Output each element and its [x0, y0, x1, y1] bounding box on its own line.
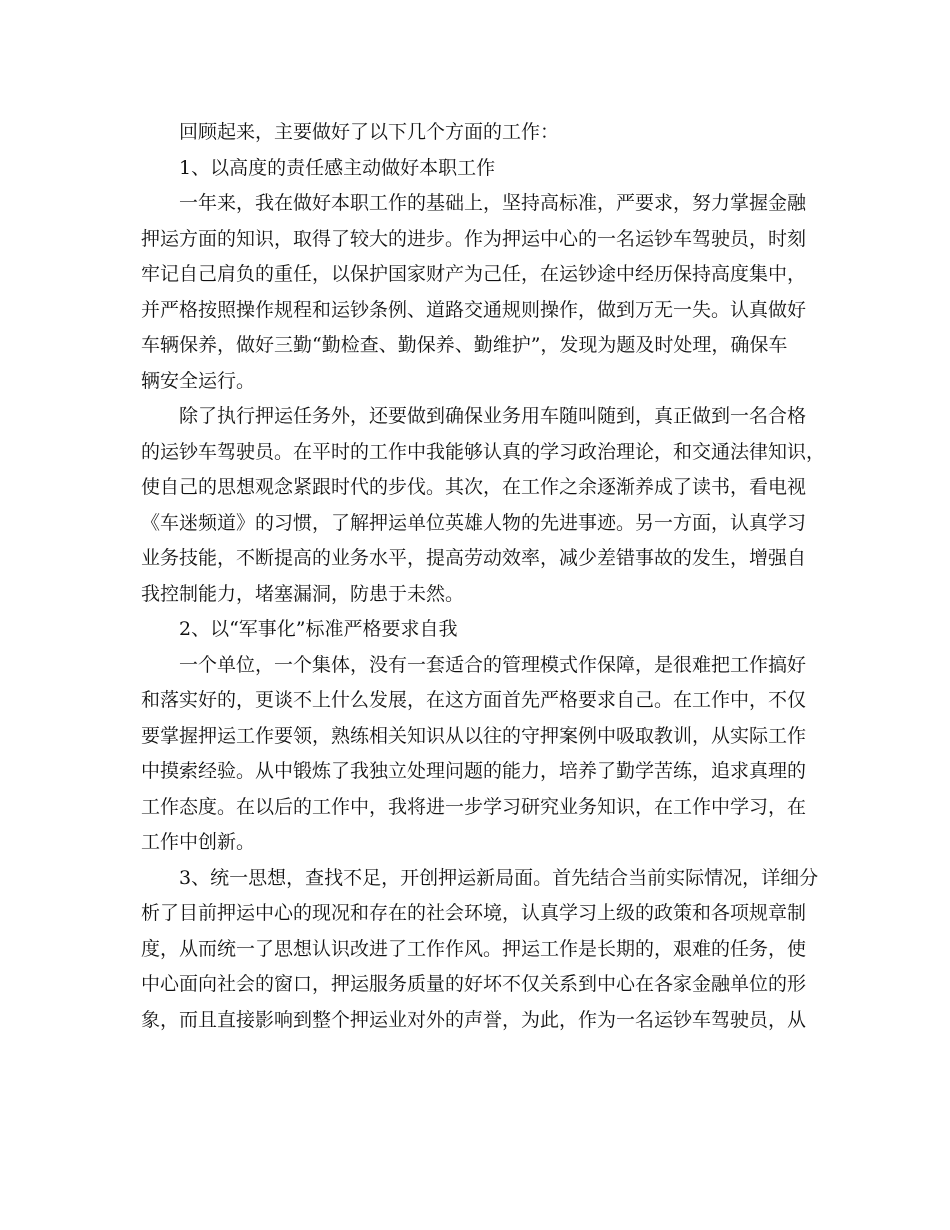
paragraph [141, 151, 801, 187]
paragraph-line: 中摸索经验。从中锻炼了我独立处理问题的能力，培养了勤学苦练，追求真理的 [141, 760, 807, 782]
paragraph [141, 186, 807, 399]
paragraph-line: 并严格按照操作规程和运钞条例、道路交通规则操作，做到万无一失。认真做好 [141, 298, 807, 321]
document-body [141, 115, 826, 1038]
paragraph-line: 业务技能，不断提高的业务水平，提高劳动效率，减少差错事故的发生，增强自 [141, 547, 807, 569]
paragraph-line: 牢记自己肩负的重任，以保护国家财产为己任，在运钞途中经历保持高度集中， [141, 263, 807, 285]
paragraph-line: 3、统一思想，查找不足，开创押运新局面。首先结合当前实际情况，详细分 [179, 866, 819, 889]
paragraph-line: 一个单位，一个集体，没有一套适合的管理模式作保障，是很难把工作搞好 [179, 653, 807, 676]
paragraph-line: 度，从而统一了思想认识改进了工作作风。押运工作是长期的，艰难的任务，使 [141, 937, 807, 960]
paragraph-line: 工作中创新。 [141, 831, 256, 853]
paragraph-line: 押运方面的知识，取得了较大的进步。作为押运中心的一名运钞车驾驶员，时刻 [141, 227, 807, 250]
paragraph-line: 2、以“军事化”标准严格要求自我 [179, 618, 458, 640]
paragraph [141, 399, 826, 612]
paragraph-line: 一年来，我在做好本职工作的基础上，坚持高标准，严要求，努力掌握金融 [179, 192, 807, 214]
paragraph-line: 我控制能力，堵塞漏洞，防患于未然。 [141, 582, 465, 605]
paragraph-line: 要掌握押运工作要领，熟练相关知识从以往的守押案例中吸取教训，从实际工作 [141, 724, 807, 747]
paragraph-line: 析了目前押运中心的现况和存在的社会环境，认真学习上级的政策和各项规章制 [141, 902, 807, 924]
paragraph-line: 回顾起来，主要做好了以下几个方面的工作： [179, 121, 560, 143]
paragraph-line: 《车迷频道》的习惯，了解押运单位英雄人物的先进事迹。另一方面，认真学习 [141, 511, 807, 534]
paragraph-line: 车辆保养，做好三勤“勤检查、勤保养、勤维护”，发现为题及时处理，确保车 [141, 334, 788, 356]
paragraph [141, 861, 819, 1039]
paragraph-line: 辆安全运行。 [141, 369, 256, 392]
paragraph [141, 648, 807, 861]
paragraph [141, 115, 801, 151]
paragraph [141, 612, 801, 648]
paragraph-line: 使自己的思想观念紧跟时代的步伐。其次，在工作之余逐渐养成了读书，看电视 [141, 476, 807, 498]
paragraph-line: 除了执行押运任务外，还要做到确保业务用车随叫随到，真正做到一名合格 [179, 405, 807, 427]
paragraph-line: 和落实好的，更谈不上什么发展，在这方面首先严格要求自己。在工作中，不仅 [141, 689, 807, 711]
paragraph-line: 象，而且直接影响到整个押运业对外的声誉，为此，作为一名运钞车驾驶员，从 [141, 1008, 807, 1031]
paragraph-line: 的运钞车驾驶员。在平时的工作中我能够认真的学习政治理论，和交通法律知识， [141, 440, 826, 463]
paragraph-line: 工作态度。在以后的工作中，我将进一步学习研究业务知识，在工作中学习，在 [141, 795, 807, 818]
paragraph-line: 1、以高度的责任感主动做好本职工作 [179, 156, 496, 179]
paragraph-line: 中心面向社会的窗口，押运服务质量的好坏不仅关系到中心在各家金融单位的形 [141, 973, 807, 995]
